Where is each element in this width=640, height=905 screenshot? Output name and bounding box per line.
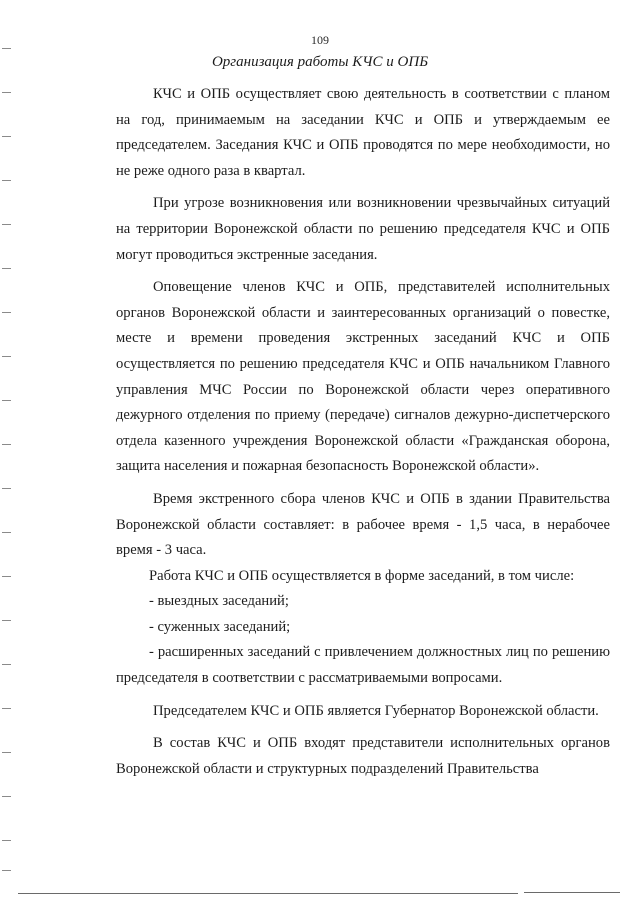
left-margin-marks bbox=[0, 0, 14, 905]
page-number: 109 bbox=[311, 33, 329, 47]
bottom-scan-line bbox=[18, 893, 518, 894]
bottom-scan-line bbox=[524, 892, 620, 893]
body-text bbox=[116, 82, 610, 782]
section-title: Организация работы КЧС и ОПБ bbox=[211, 54, 429, 70]
paragraph: В состав КЧС и ОПБ входят представители исполнительных органов Воронежской области и структурных подразделений Правительства bbox=[116, 735, 610, 777]
list-item: - выездных заседаний; bbox=[149, 593, 289, 610]
paragraph: При угрозе возникновения или возникновении чрезвычайных ситуаций на территории Воронежской области по решению председателя КЧС и ОПБ могут проводиться экстренные заседания. bbox=[116, 195, 610, 263]
list-item: - расширенных заседаний с привлечением должностных лиц по решению председателя в соответствии с рассматриваемыми вопросами. bbox=[116, 644, 610, 687]
paragraph: Председателем КЧС и ОПБ является Губернатор Воронежской области. bbox=[153, 702, 599, 719]
list-item: - суженных заседаний; bbox=[149, 618, 291, 635]
paragraph: Работа КЧС и ОПБ осуществляется в форме заседаний, в том числе: bbox=[149, 567, 575, 584]
paragraph: Оповещение членов КЧС и ОПБ, представителей исполнительных органов Воронежской области и заинтересованных организаций о повестке, месте и времени проведения экстренных заседаний КЧС и ОПБ осуществляется по решению председателя КЧС и ОПБ начальником Главного управления МЧС России по Воронежской области через оперативного дежурного отделения по приему (передаче) сигналов дежурно-диспетчерского отдела казенного учреждения Воронежской области «Гражданская оборона, защита населения и пожарная безопасность Воронежской области». bbox=[116, 279, 610, 475]
paragraph: Время экстренного сбора членов КЧС и ОПБ в здании Правительства Воронежской области составляет: в рабочее время - 1,5 часа, в нерабочее время - 3 часа. bbox=[116, 490, 610, 559]
paragraph: КЧС и ОПБ осуществляет свою деятельность в соответствии с планом на год, принимаемым на заседании КЧС и ОПБ и утверждаемым ее председателем. Заседания КЧС и ОПБ проводятся по мере необходимости, но не реже одного раза в квартал. bbox=[116, 86, 610, 179]
